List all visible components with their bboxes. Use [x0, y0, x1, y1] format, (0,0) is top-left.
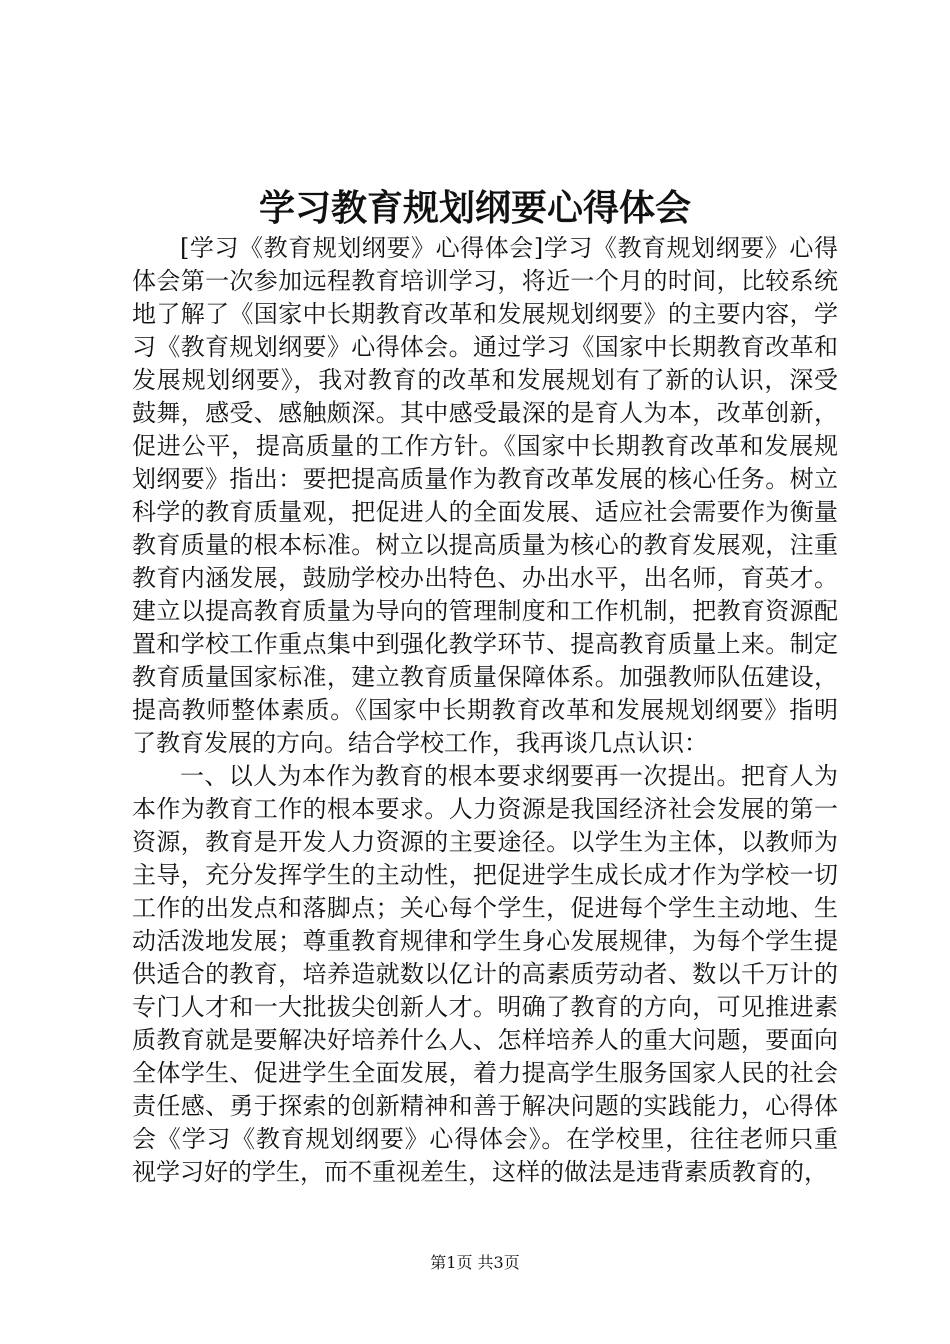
document-title: 学习教育规划纲要心得体会 [258, 187, 691, 229]
page-number-footer: 第1页 共3页 [430, 1253, 520, 1272]
paragraph-intro: [学习《教育规划纲要》心得体会]学习《教育规划纲要》心得体会第一次参加远程教育培训学习，将近一个月的时间，比较系统地了解了《国家中长期教育改革和发展规划纲要》的主要内容，学习《教育规划纲要》心得体会。通过学习《国家中长期教育改革和发展规划纲要》，我对教育的改革和发展规划有了新的认识，深受鼓舞，感受、感触颇深。其中感受最深的是育人为本，改革创新，促进公平，提高质量的工作方针。《国家中长期教育改革和发展规划纲要》指出：要把提高质量作为教育改革发展的核心任务。树立科学的教育质量观，把促进人的全面发展、适应社会需要作为衡量教育质量的根本标准。树立以提高质量为核心的教育发展观，注重教育内涵发展，鼓励学校办出特色、办出水平，出名师，育英才。建立以提高教育质量为导向的管理制度和工作机制，把教育资源配置和学校工作重点集中到强化教学环节、提高教育质量上来。制定教育质量国家标准，建立教育质量保障体系。加强教师队伍建设，提高教师整体素质。《国家中长期教育改革和发展规划纲要》指明了教育发展的方向。结合学校工作，我再谈几点认识： [132, 234, 838, 757]
document-body [132, 232, 838, 1189]
paragraph-point-one: 一、以人为本作为教育的根本要求纲要再一次提出。把育人为本作为教育工作的根本要求。人力资源是我国经济社会发展的第一资源，教育是开发人力资源的主要途径。以学生为主体，以教师为主导，充分发挥学生的主动性，把促进学生成长成才作为学校一切工作的出发点和落脚点；关心每个学生，促进每个学生主动地、生动活泼地发展；尊重教育规律和学生身心发展规律，为每个学生提供适合的教育，培养造就数以亿计的高素质劳动者、数以千万计的专门人才和一大批拔尖创新人才。明确了教育的方向，可见推进素质教育就是要解决好培养什么人、怎样培养人的重大问题，要面向全体学生、促进学生全面发展，着力提高学生服务国家人民的社会责任感、勇于探索的创新精神和善于解决问题的实践能力，心得体会《学习《教育规划纲要》心得体会》。在学校里，往往老师只重视学习好的学生，而不重视差生，这样的做法是违背素质教育的， [132, 762, 838, 1186]
